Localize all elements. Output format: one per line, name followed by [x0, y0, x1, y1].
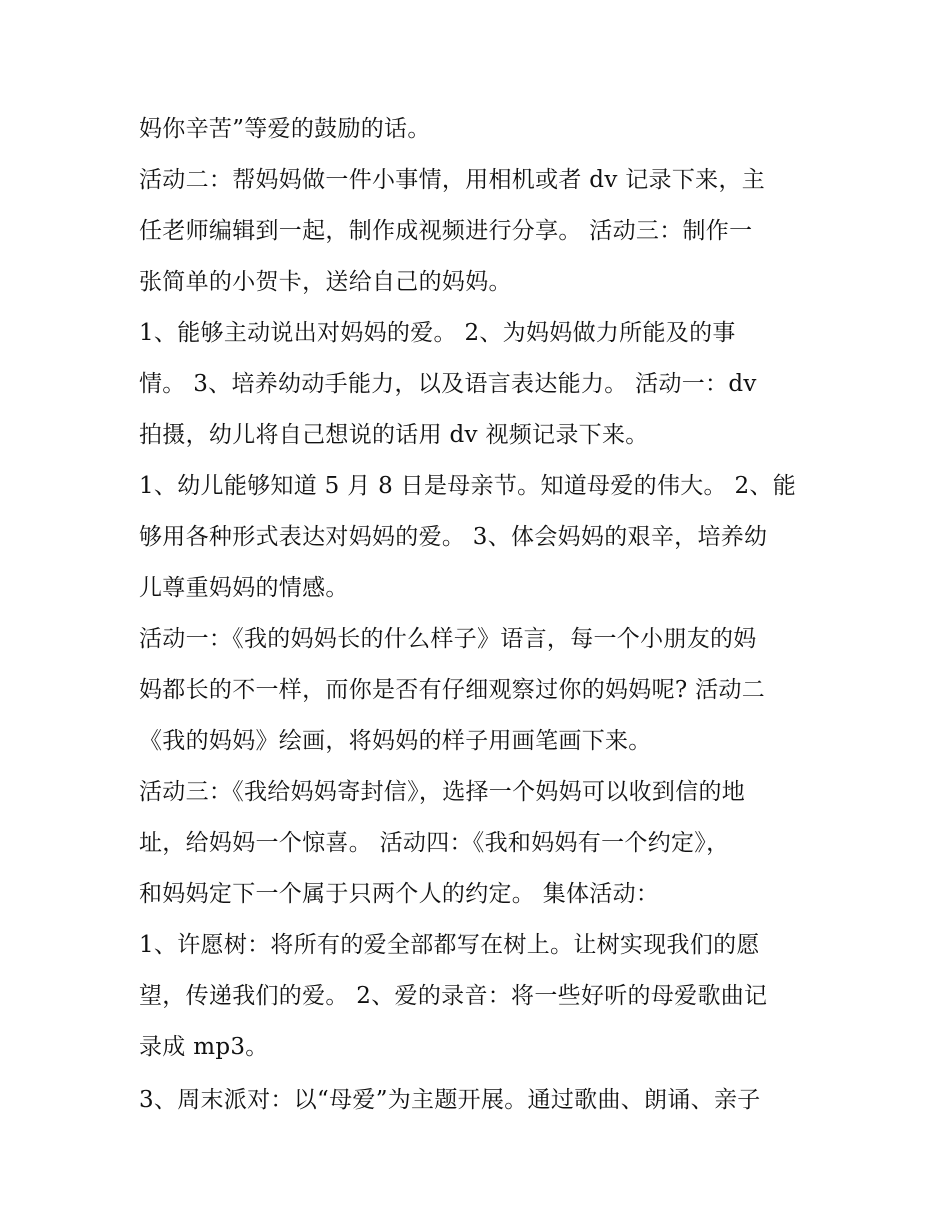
text-line-16: 和妈妈定下一个属于只两个人的约定。 集体活动： [139, 881, 660, 907]
text-line-5: 1、能够主动说出对妈妈的爱。 2、为妈妈做力所能及的事 [139, 320, 736, 346]
text-line-15: 址，给妈妈一个惊喜。 活动四：《我和妈妈有一个约定》， [139, 830, 730, 856]
text-line-20: 3、周末派对：以“母爱”为主题开展。通过歌曲、朗诵、亲子 [139, 1087, 761, 1113]
text-line-13: 《我的妈妈》绘画，将妈妈的样子用画笔画下来。 [139, 728, 652, 754]
text-line-7: 拍摄，幼儿将自己想说的话用 dv 视频记录下来。 [139, 422, 649, 448]
text-line-1: 妈你辛苦”等爱的鼓励的话。 [139, 116, 431, 142]
text-line-14: 活动三：《我给妈妈寄封信》，选择一个妈妈可以收到信的地 [139, 779, 746, 805]
text-line-2: 活动二：帮妈妈做一件小事情，用相机或者 dv 记录下来，主 [139, 167, 766, 193]
text-line-12: 妈都长的不一样，而你是否有仔细观察过你的妈妈呢? 活动二 [139, 677, 766, 703]
text-line-9: 够用各种形式表达对妈妈的爱。 3、体会妈妈的艰辛，培养幼 [139, 524, 768, 550]
text-line-17: 1、许愿树：将所有的爱全部都写在树上。让树实现我们的愿 [139, 932, 760, 958]
document-body [139, 104, 829, 1126]
text-line-4: 张简单的小贺卡，送给自己的妈妈。 [139, 269, 512, 295]
text-line-18: 望，传递我们的爱。 2、爱的录音：将一些好听的母爱歌曲记 [139, 983, 768, 1009]
text-line-6: 情。 3、培养幼动手能力，以及语言表达能力。 活动一：dv [139, 371, 757, 397]
text-line-11: 活动一：《我的妈妈长的什么样子》语言，每一个小朋友的妈 [139, 626, 757, 652]
text-line-8: 1、幼儿能够知道 5 月 8 日是母亲节。知道母爱的伟大。 2、能 [139, 473, 796, 499]
text-line-10: 儿尊重妈妈的情感。 [139, 575, 349, 601]
text-line-19: 录成 mp3。 [139, 1034, 269, 1060]
text-line-3: 任老师编辑到一起，制作成视频进行分享。 活动三：制作一 [139, 218, 753, 244]
